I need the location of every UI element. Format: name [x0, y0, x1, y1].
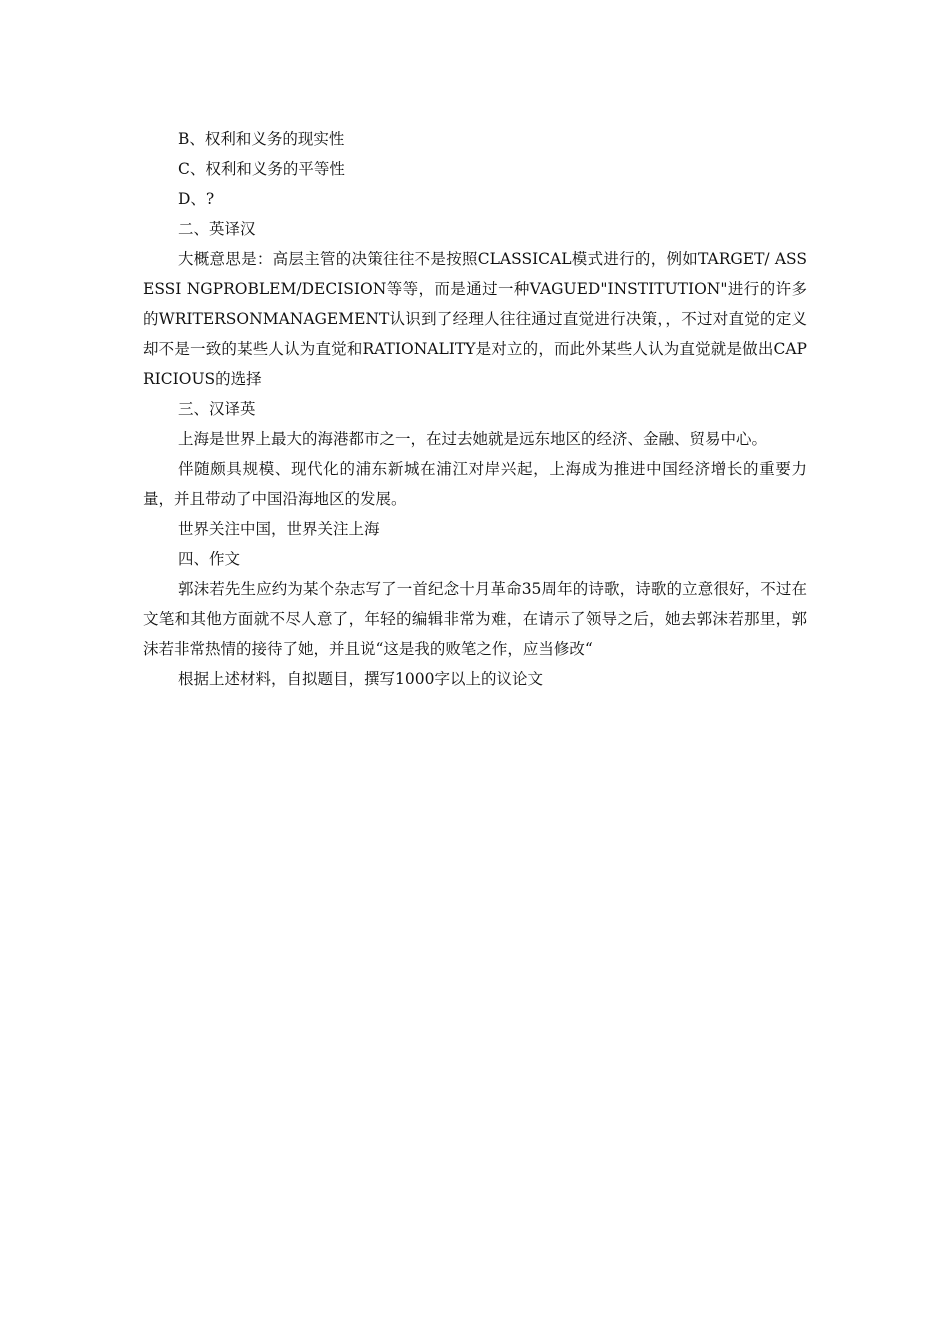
option-d: D、?: [178, 190, 215, 208]
document-body: [143, 124, 807, 694]
heading-essay: 四、作文: [178, 550, 241, 568]
heading-en-to-cn: 二、英译汉: [178, 220, 256, 238]
cn-to-en-para-3: 世界关注中国，世界关注上海: [178, 520, 380, 538]
heading-cn-to-en: 三、汉译英: [178, 400, 256, 418]
essay-instruction: 根据上述材料，自拟题目，撰写1000字以上的议论文: [178, 670, 543, 688]
cn-to-en-para-1: 上海是世界上最大的海港都市之一，在过去她就是远东地区的经济、金融、贸易中心。: [178, 430, 768, 448]
option-b: B、权利和义务的现实性: [178, 130, 345, 148]
cn-to-en-para-2: 伴随颇具规模、现代化的浦东新城在浦江对岸兴起，上海成为推进中国经济增长的重要力量，并且带动了中国沿海地区的发展。: [143, 460, 807, 508]
essay-material: 郭沫若先生应约为某个杂志写了一首纪念十月革命35周年的诗歌，诗歌的立意很好，不过在文笔和其他方面就不尽人意了，年轻的编辑非常为难，在请示了领导之后，她去郭沫若那里，郭沫若非常热情的接待了她，并且说“这是我的败笔之作，应当修改“: [143, 580, 807, 658]
option-c: C、权利和义务的平等性: [178, 160, 345, 178]
en-to-cn-text: 大概意思是：高层主管的决策往往不是按照CLASSICAL模式进行的，例如TARGET/ ASSESSI NGPROBLEM/DECISION等等，而是通过一种VAGUED"INSTITUTION"进行的许多的WRITERSONMANAGEMENT认识到了经理人往往通过直觉进行决策，，不过对直觉的定义却不是一致的某些人认为直觉和RATIONALITY是对立的，而此外某些人认为直觉就是做出CAPRICIOUS的选择: [143, 250, 807, 388]
